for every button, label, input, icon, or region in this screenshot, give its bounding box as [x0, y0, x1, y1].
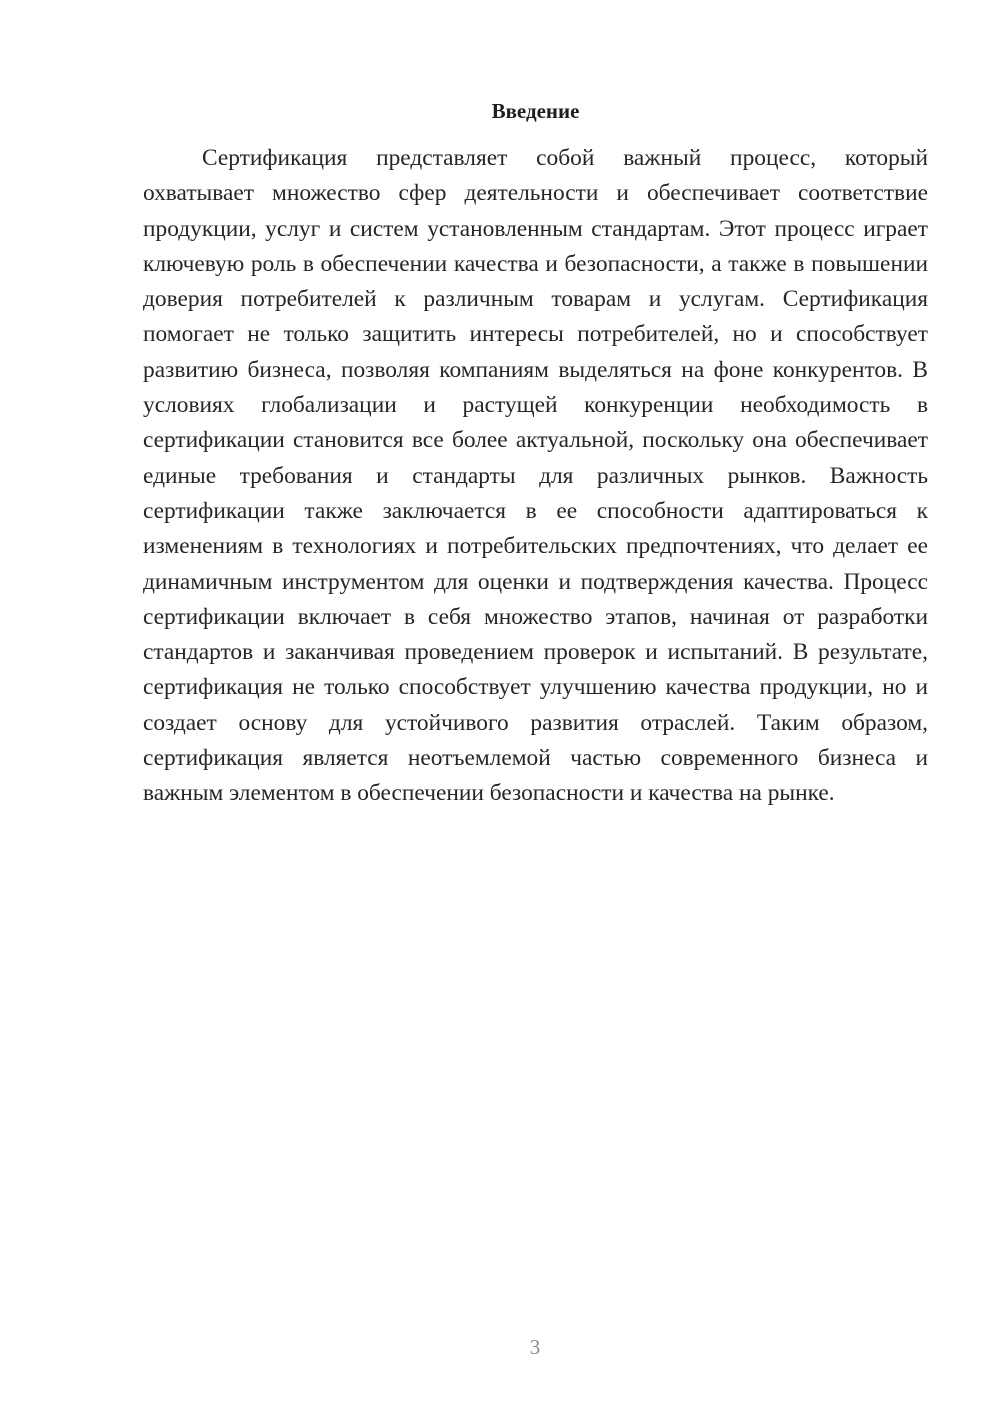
introduction-paragraph: Сертификация представляет собой важный процесс, который охватывает множество сфер деятельности и обеспечивает соответствие продукции, услуг и систем установленным стандартам. Этот процесс играет ключевую роль в обеспечении качества и безопасности, а также в повышении доверия потребителей к различным товарам и услугам. Сертификация помогает не только защитить интересы потребителей, но и способствует развитию бизнеса, позволяя компаниям выделяться на фоне конкурентов. В условиях глобализации и растущей конкуренции необходимость в сертификации становится все более актуальной, поскольку она обеспечивает единые требования и стандарты для различных рынков. Важность сертификации также заключается в ее способности адаптироваться к изменениям в технологиях и потребительских предпочтениях, что делает ее динамичным инструментом для оценки и подтверждения качества. Процесс сертификации включает в себя множество этапов, начиная от разработки стандартов и заканчивая проведением проверок и испытаний. В результате, сертификация не только способствует улучшению качества продукции, но и создает основу для устойчивого развития отраслей. Таким образом, сертификация является неотъемлемой частью современного бизнеса и важным элементом в обеспечении безопасности и качества на рынке. — [143, 145, 928, 807]
section-heading: Введение — [491, 99, 580, 123]
page-number: 3 — [529, 1335, 541, 1359]
